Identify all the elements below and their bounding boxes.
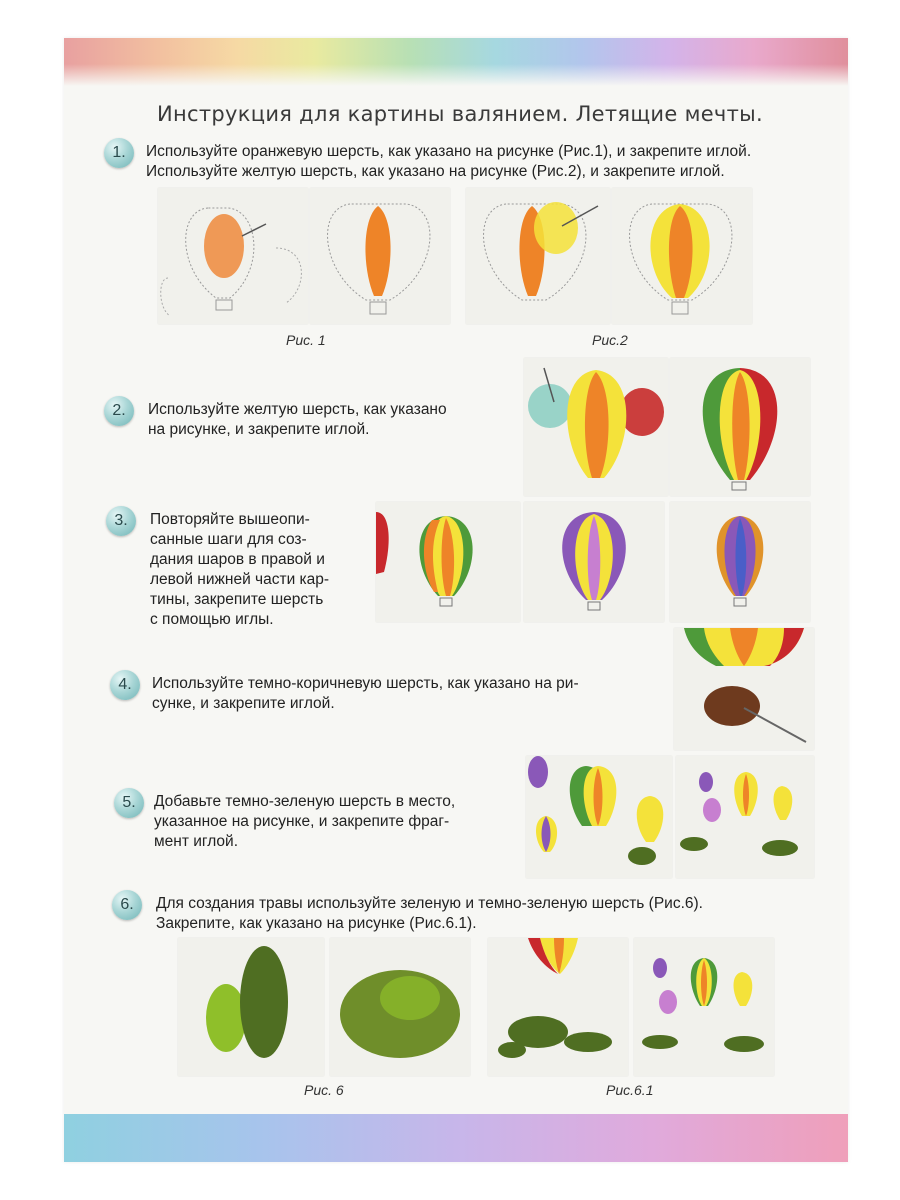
- photo-step5-green-start: [526, 756, 672, 878]
- photo-step1-orange-start: [158, 188, 308, 324]
- step-6-text: Для создания травы используйте зеленую и темно-зеленую шерсть (Рис.6). Закрепите, как указано на рисунке (Рис.6.1).: [156, 895, 703, 932]
- balloons-green-start-icon: [526, 756, 672, 878]
- caption-fig2: Рис.2: [592, 332, 628, 348]
- balloon-grass-done-icon: [634, 938, 774, 1076]
- rainbow-bottom-band: [64, 1114, 848, 1162]
- balloon-step3-a-icon: [376, 502, 520, 622]
- instruction-page: [64, 38, 848, 1162]
- photo-step6-grass-start: [488, 938, 628, 1076]
- balloon-step3-b-icon: [524, 502, 664, 622]
- photo-step2-adding-colors: [524, 358, 668, 496]
- balloons-green-done-icon: [676, 756, 814, 878]
- caption-fig6: Рис. 6: [304, 1082, 344, 1098]
- grass-tuft-icon: [178, 938, 324, 1076]
- caption-fig1: Рис. 1: [286, 332, 326, 348]
- step-4-badge: 4.: [110, 670, 140, 700]
- step-6-badge: 6.: [112, 890, 142, 920]
- photo-step6-grass-done: [634, 938, 774, 1076]
- step-3-text: Повторяйте вышеопи- санные шаги для соз- дания шаров в правой и левой нижней части кар- тины, закрепите шерсть с помощью иглы.: [150, 511, 330, 628]
- photo-step6-wool-tufts: [178, 938, 324, 1076]
- photo-step6-wool-mixed: [330, 938, 470, 1076]
- step-3-badge: 3.: [106, 506, 136, 536]
- balloon-orange-stripe-icon: [310, 188, 450, 324]
- photo-step3-balloon-b: [524, 502, 664, 622]
- balloon-rainbow-icon: [670, 358, 810, 496]
- balloon-wool-tufts-icon: [524, 358, 668, 496]
- balloon-grass-start-icon: [488, 938, 628, 1076]
- step-2-badge: 2.: [104, 396, 134, 426]
- balloon-yellow-start-icon: [466, 188, 610, 324]
- photo-step5-green-done: [676, 756, 814, 878]
- basket-brown-wool-icon: [674, 628, 814, 750]
- balloon-sketch-orange-icon: [158, 188, 308, 324]
- balloon-step3-c-icon: [670, 502, 810, 622]
- step-1-badge: 1.: [104, 138, 134, 168]
- step-1-text: Используйте оранжевую шерсть, как указано на рисунке (Рис.1), и закрепите иглой. Используйте желтую шерсть, как указано на рисунке (Рис.2), и закрепите иглой.: [146, 143, 752, 180]
- photo-step3-balloon-a: [376, 502, 520, 622]
- page-title: Инструкция для картины валянием. Летящие мечты.: [156, 102, 764, 126]
- photo-step1-yellow-done: [612, 188, 752, 324]
- photo-step2-balloon-done: [670, 358, 810, 496]
- step-4-text: Используйте темно-коричневую шерсть, как указано на ри- сунке, и закрепите иглой.: [152, 675, 579, 712]
- step-5-badge: 5.: [114, 788, 144, 818]
- photo-step4-brown-basket: [674, 628, 814, 750]
- rainbow-top-band: [64, 38, 848, 86]
- photo-step1-yellow-start: [466, 188, 610, 324]
- balloon-orange-yellow-icon: [612, 188, 752, 324]
- step-5-text: Добавьте темно-зеленую шерсть в место, указанное на рисунке, и закрепите фраг- мент иглой.: [154, 793, 456, 850]
- grass-mixed-icon: [330, 938, 470, 1076]
- caption-fig61: Рис.6.1: [606, 1082, 654, 1098]
- photo-step3-balloon-c: [670, 502, 810, 622]
- step-2-text: Используйте желтую шерсть, как указано на рисунке, и закрепите иглой.: [148, 401, 447, 438]
- photo-step1-orange-done: [310, 188, 450, 324]
